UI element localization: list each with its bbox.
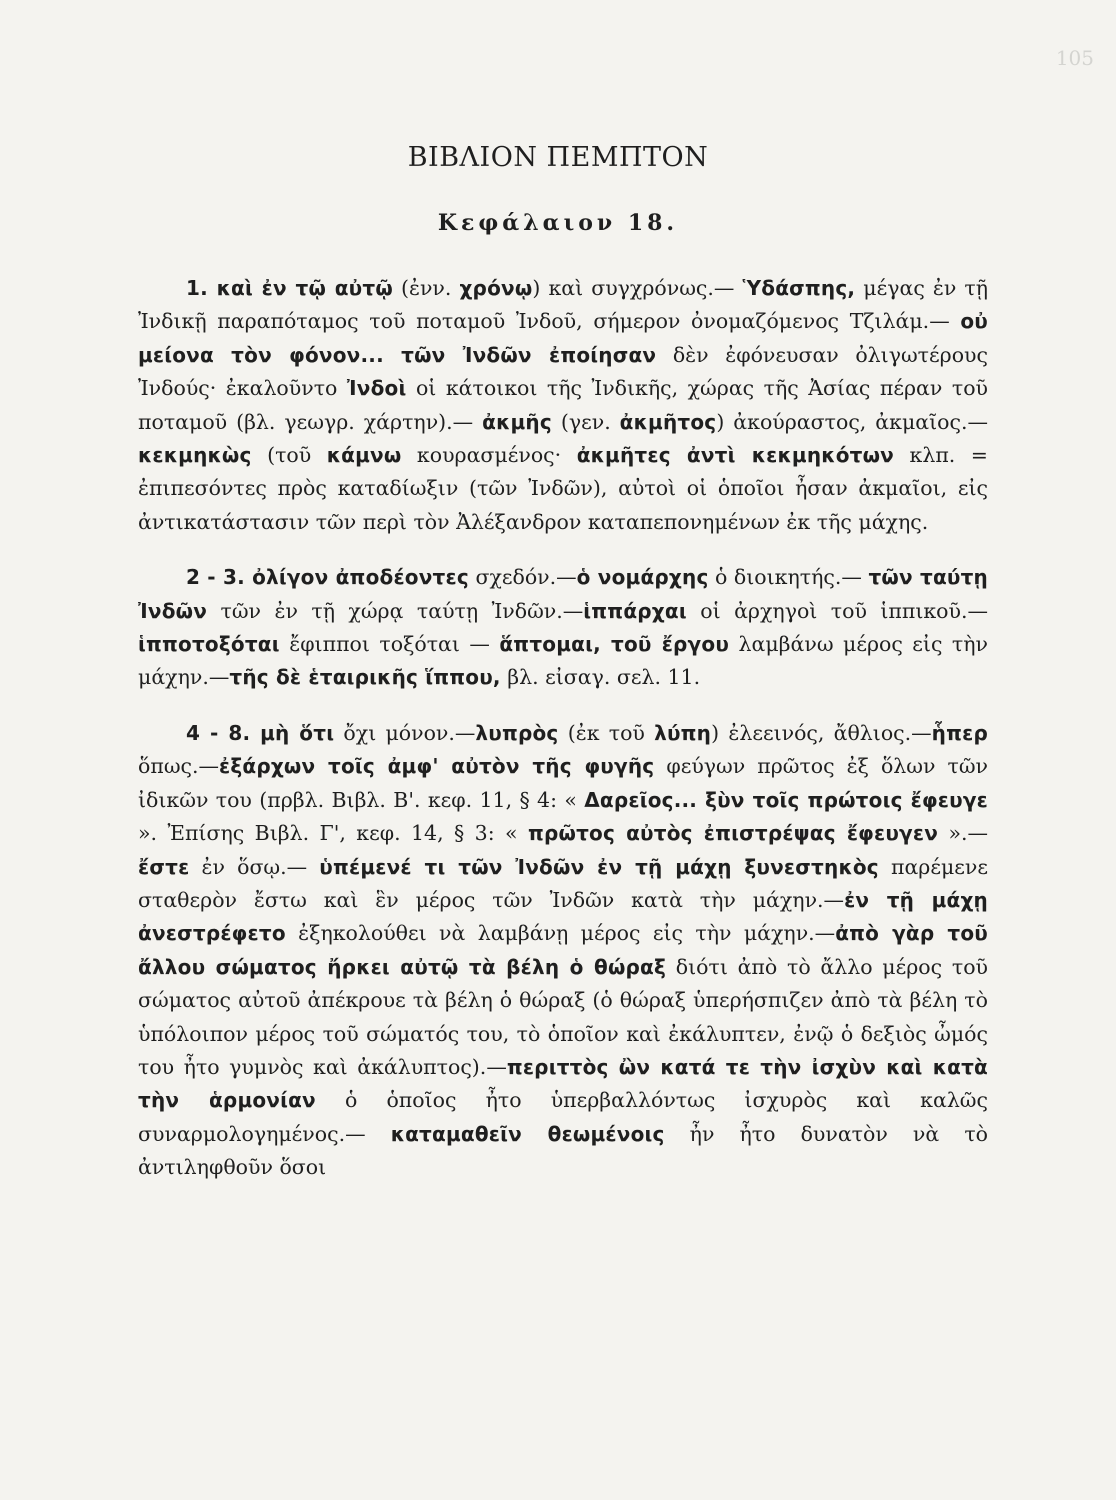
lemma-text: ἐξάρχων τοῖς ἀμφ' αὐτὸν τῆς φυγῆς (219, 754, 655, 779)
commentary-run: ) ἐλεεινός, ἄθλιος.— (711, 720, 932, 745)
lemma-text: ὁ νομάρχης (576, 565, 709, 590)
commentary-text (138, 272, 988, 1185)
lemma-text: λυπρὸς (475, 720, 559, 745)
lemma-text: ἀπὸ γὰρ τοῦ ἄλλου σώματος ἤρκει αὐτῷ τὰ βέλη ὁ θώραξ (138, 921, 989, 979)
lemma-text: κεκμηκὼς (138, 443, 252, 468)
commentary-run: δὲν ἐφόνευσαν ὀλιγωτέρους Ἰνδούς· ἐκαλοῦντο (138, 342, 988, 401)
page-number: 105 (1055, 46, 1094, 70)
commentary-run: βλ. εἰσαγ. σελ. 11. (500, 665, 701, 690)
commentary-run: ) ἀκούραστος, ἀκμαῖος.— (716, 409, 988, 434)
lemma-text: πρῶτος αὐτὸς ἐπιστρέψας ἔφευγεν (527, 821, 939, 846)
commentary-run: ἐν ὅσῳ.— (189, 854, 320, 879)
lemma-text: λύπη (654, 720, 712, 745)
lemma-text: ἀκμῆτος (619, 409, 717, 434)
commentary-run: ».— (938, 821, 988, 846)
lemma-text: ἀκμῆς (482, 409, 552, 434)
lemma-text: περιττὸς ὢν κατά τε τὴν ἰσχὺν καὶ κατὰ τὴν ἁρμονίαν (138, 1054, 988, 1113)
lemma-text: ἐν τῇ μάχῃ ἀνεστρέφετο (138, 887, 988, 946)
lemma-text: 4 - 8. μὴ ὅτι (186, 720, 335, 745)
lemma-text: Ὑδάσπης, (742, 276, 856, 300)
lemma-text: καταμαθεῖν θεωμένοις (390, 1121, 665, 1146)
paragraph-2-3 (138, 561, 988, 695)
commentary-run: φεύγων πρῶτος ἐξ ὅλων τῶν ἰδικῶν του (πρβλ. Βιβλ. Β'. κεφ. 11, § 4: « (138, 754, 988, 812)
commentary-run: μέγας ἐν τῇ Ἰνδικῇ παραπόταμος τοῦ ποταμοῦ Ἰνδοῦ, σήμερον ὀνομαζόμενος Τζιλάμ.— (138, 276, 988, 334)
commentary-run: ὅπως.— (138, 754, 220, 779)
commentary-run: οἱ κάτοικοι τῆς Ἰνδικῆς, χώρας τῆς Ἀσίας πέραν τοῦ ποταμοῦ (βλ. γεωγρ. χάρτην).— (138, 376, 988, 434)
commentary-run: ἦν ἦτο δυνατὸν νὰ τὸ ἀντιληφθοῦν ὅσοι (138, 1121, 989, 1180)
commentary-run: ὁ ὁποῖος ἦτο ὑπερβαλλόντως ἰσχυρὸς καὶ καλῶς συναρμολογημένος.— (138, 1088, 989, 1146)
commentary-run: λαμβάνω μέρος εἰς τὴν μάχην.— (138, 632, 988, 690)
paragraph-4-8 (138, 717, 988, 1185)
commentary-run: παρέμενε σταθερὸν ἔστω καὶ ἓν μέρος τῶν Ἰνδῶν κατὰ τὴν μάχην.— (138, 854, 988, 912)
lemma-text: οὐ μείονα τὸν φόνον... τῶν Ἰνδῶν ἐποίησαν (138, 309, 988, 367)
lemma-text: 2 - 3. ὀλίγον ἀποδέοντες (186, 565, 469, 590)
lemma-text: Δαρεῖος... ξὺν τοῖς πρώτοις ἔφευγε (584, 787, 988, 812)
lemma-text: ἅπτομαι, τοῦ ἔργου (499, 632, 730, 657)
commentary-run: κλπ. = ἐπιπεσόντες πρὸς καταδίωξιν (τῶν Ἰνδῶν), αὐτοὶ οἱ ὁποῖοι ἦσαν ἀκμαῖοι, εἰς ἀντικατάστασιν τῶν περὶ τὸν Ἀλέξανδρον καταπεπονημένων ἐκ τῆς μάχης. (138, 443, 988, 534)
commentary-run: σχεδόν.— (468, 565, 577, 590)
lemma-text: ἧπερ (931, 720, 988, 745)
commentary-run: ὁ διοικητής.— (708, 565, 869, 590)
book-title: ΒΙΒΛΙΟΝ ΠΕΜΠΤΟΝ (407, 142, 709, 173)
lemma-text: χρόνῳ (459, 276, 533, 300)
commentary-run: (ἐνν. (392, 276, 460, 300)
commentary-run: ὄχι μόνον.— (334, 720, 476, 745)
commentary-run: (ἐκ τοῦ (558, 720, 655, 745)
commentary-run: οἱ ἀρχηγοὶ τοῦ ἱππικοῦ.— (686, 598, 989, 623)
commentary-run: ) καὶ συγχρόνως.— (532, 276, 743, 300)
lemma-text: ὑπέμενέ τι τῶν Ἰνδῶν ἐν τῇ μάχῃ ξυνεστηκὸς (319, 854, 879, 879)
lemma-text: ἔστε (138, 854, 190, 879)
lemma-text: ἱπποτοξόται (138, 632, 280, 657)
commentary-run: (γεν. (551, 409, 620, 434)
lemma-text: ἱππάρχαι (583, 598, 687, 623)
lemma-text: 1. καὶ ἐν τῷ αὐτῷ (186, 276, 393, 300)
lemma-text: κάμνω (326, 443, 402, 468)
lemma-text: τῆς δὲ ἑταιρικῆς ἵππου, (229, 665, 501, 690)
chapter-title: Κεφάλαιον 18. (437, 210, 679, 236)
commentary-run: τῶν ἐν τῇ χώρᾳ ταύτῃ Ἰνδῶν.— (207, 598, 584, 623)
commentary-run: (τοῦ (251, 443, 327, 468)
lemma-text: ἀκμῆτες ἀντὶ κεκμηκότων (576, 443, 894, 468)
commentary-run: ἔφιπποι τοξόται — (279, 632, 500, 657)
lemma-text: Ἰνδοὶ (346, 376, 407, 401)
commentary-run: ». Ἐπίσης Βιβλ. Γ', κεφ. 14, § 3: « (138, 821, 528, 846)
lemma-text: τῶν ταύτῃ Ἰνδῶν (138, 565, 988, 623)
commentary-run: διότι ἀπὸ τὸ ἄλλο μέρος τοῦ σώματος αὐτοῦ ἀπέκρουε τὰ βέλη ὁ θώραξ (ὁ θώραξ ὑπερήσπιζεν ἀπὸ τὰ βέλη τὸ ὑπόλοιπον μέρος τοῦ σώματός του, τὸ ὁποῖον καὶ ἐκάλυπτεν, ἐνῷ ὁ δεξιὸς ὦμός του ἦτο γυμνὸς καὶ ἀκάλυπτος).— (138, 954, 988, 1079)
commentary-run: κουρασμένος· (401, 443, 577, 468)
paragraph-1 (138, 272, 988, 539)
commentary-run: ἐξηκολούθει νὰ λαμβάνῃ μέρος εἰς τὴν μάχην.— (285, 921, 836, 946)
